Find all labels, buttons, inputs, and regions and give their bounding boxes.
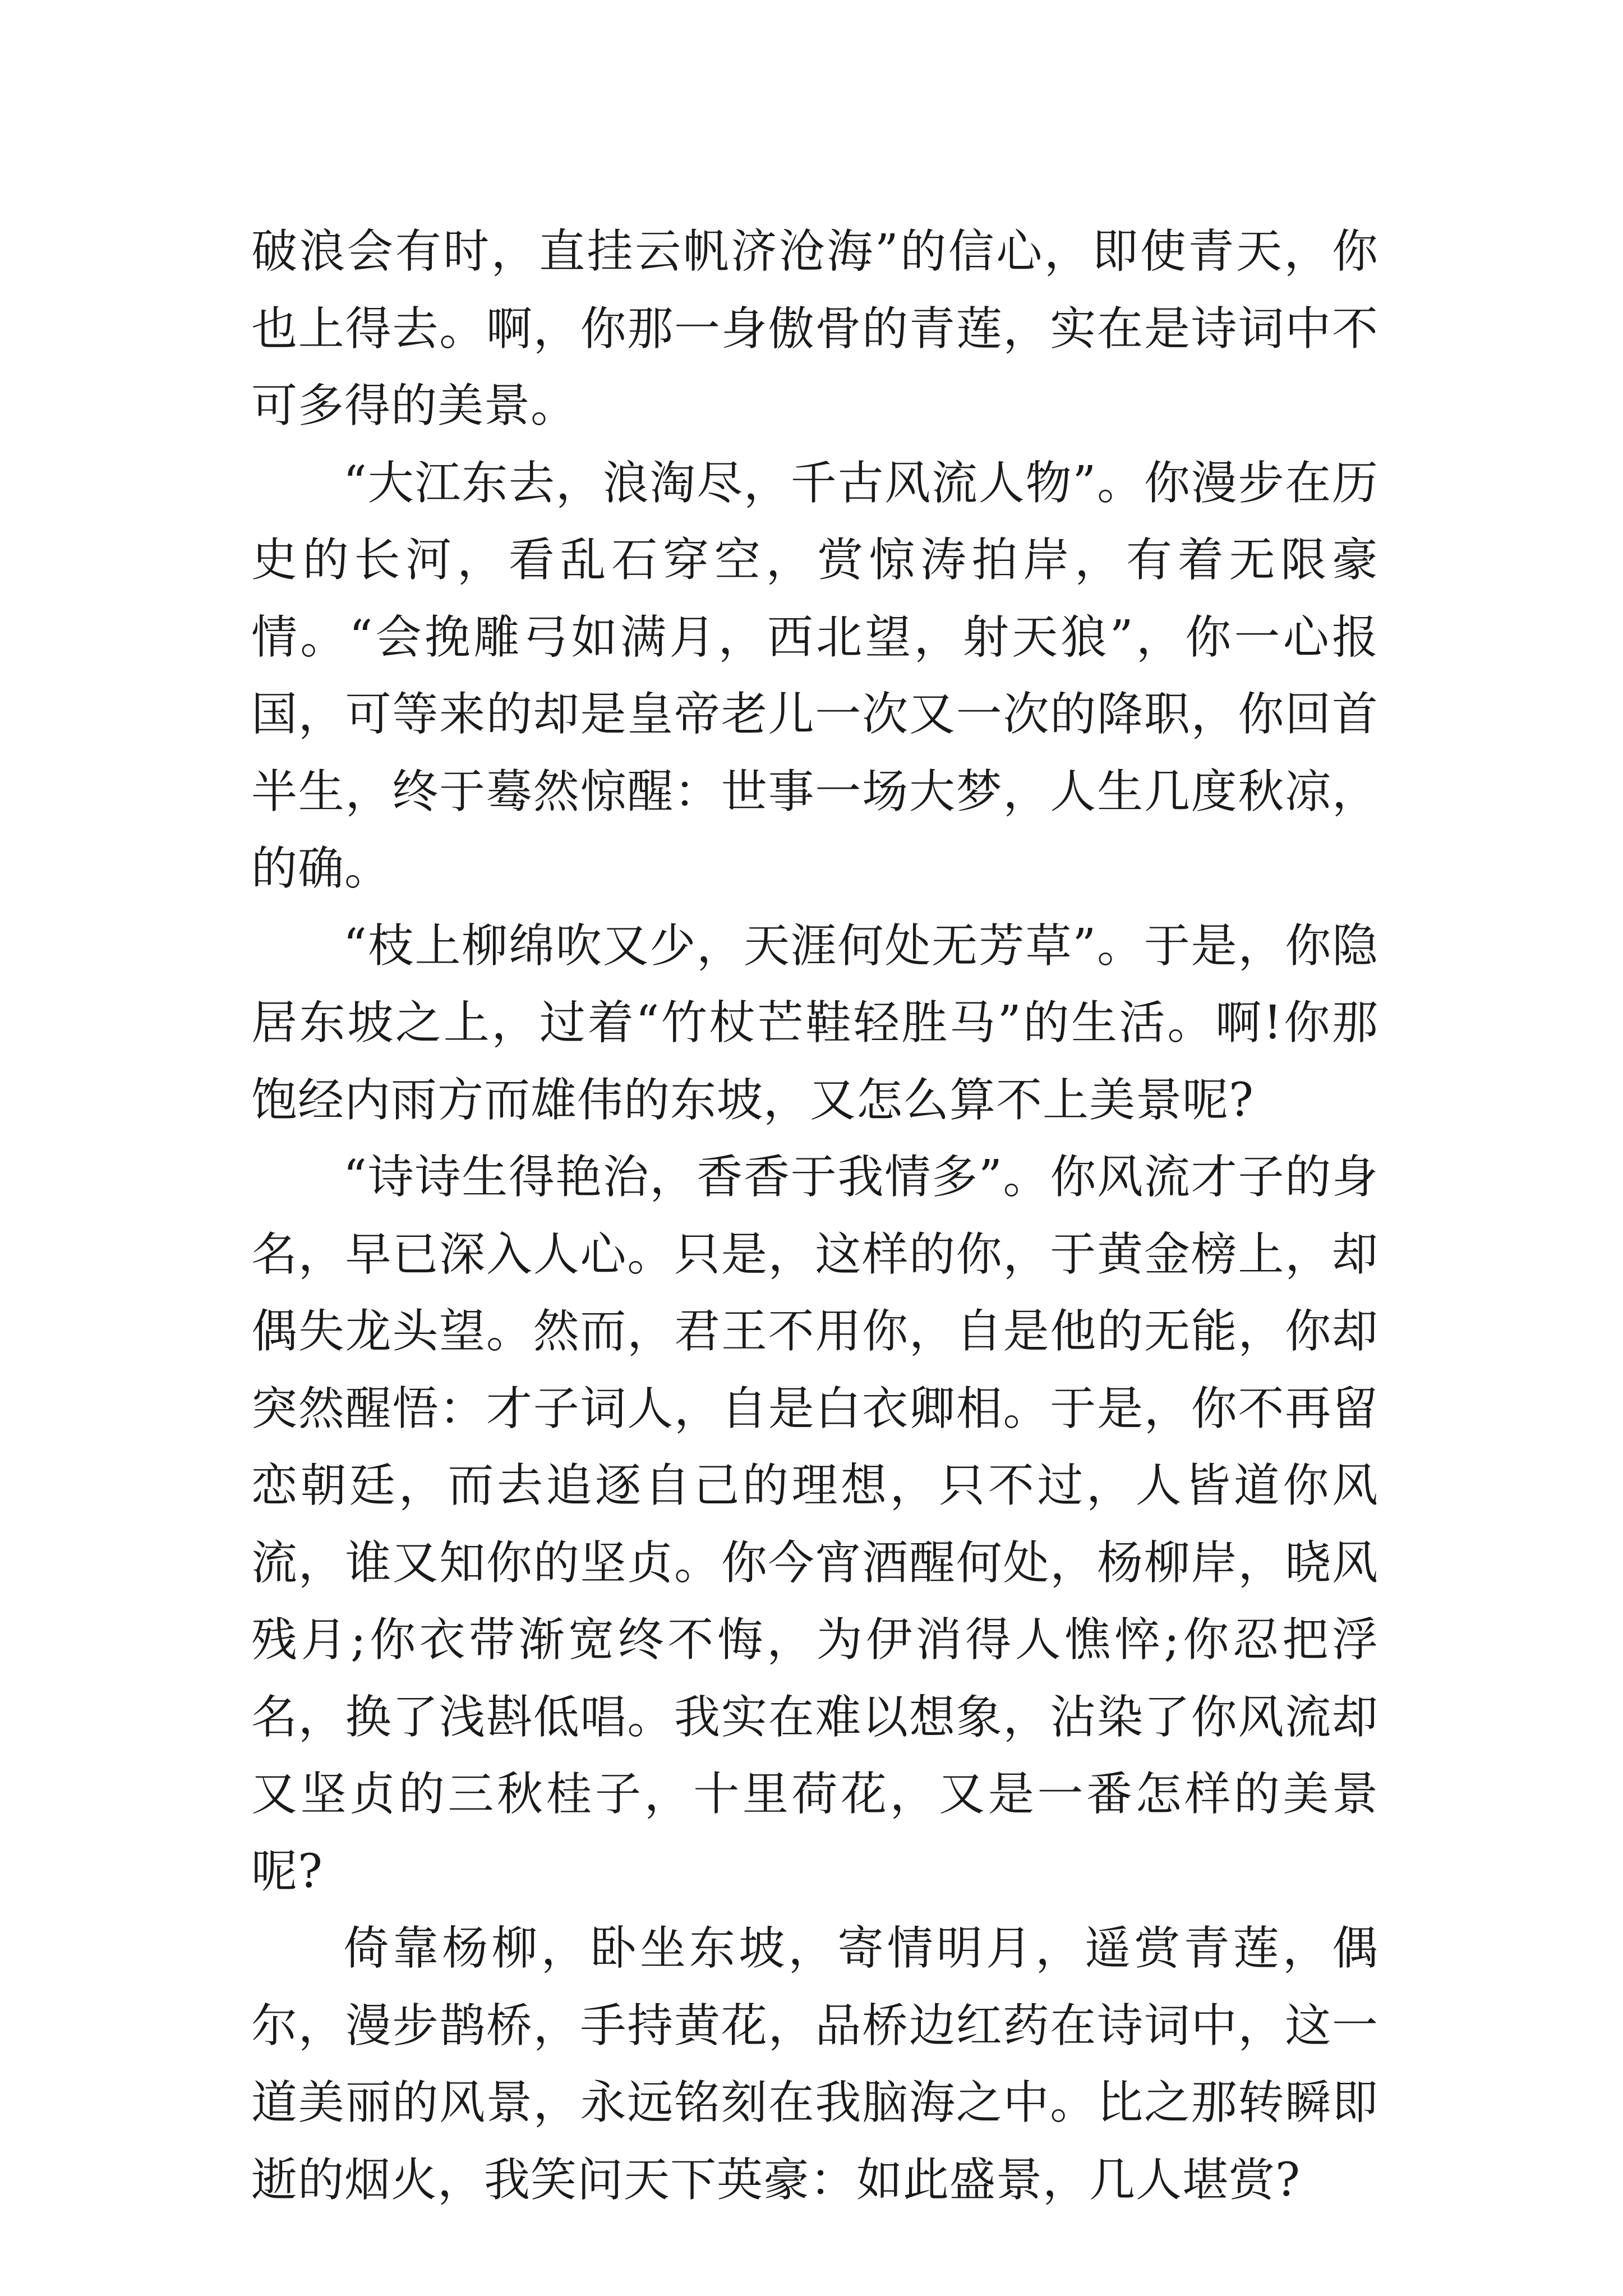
paragraph-2: “大江东去，浪淘尽，千古风流人物”。你漫步在历史的长河，看乱石穿空，赏惊涛拍岸，有着无限豪情。“会挽雕弓如满月，西北望，射天狼”，你一心报国，可等来的却是皇帝老儿一次又一次的降职，你回首半生，终于蓦然惊醒：世事一场大梦，人生几度秋凉，的确。: [251, 456, 1378, 895]
paragraph-4: “诗诗生得艳治，香香于我情多”。你风流才子的身名，早已深入人心。只是，这样的你，于黄金榜上，却偶失龙头望。然而，君王不用你，自是他的无能，你却突然醒悟：才子词人，自是白衣卿相。于是，你不再留恋朝廷，而去追逐自己的理想，只不过，人皆道你风流，谁又知你的坚贞。你今宵酒醒何处，杨柳岸，晓风残月;你衣带渐宽终不悔，为伊消得人憔悴;你忍把浮名，换了浅斟低唱。我实在难以想象，沾染了你风流却又坚贞的三秋桂子，十里荷花，又是一番怎样的美景呢?: [251, 1151, 1378, 1898]
paragraph-1: 破浪会有时，直挂云帆济沧海”的信心，即使青天，你也上得去。啊，你那一身傲骨的青莲，实在是诗词中不可多得的美景。: [251, 225, 1378, 432]
essay-body: [251, 213, 1378, 2219]
paragraph-3: “枝上柳绵吹又少，天涯何处无芳草”。于是，你隐居东坡之上，过着“竹杖芒鞋轻胜马”的生活。啊!你那饱经内雨方而雄伟的东坡，又怎么算不上美景呢?: [251, 919, 1378, 1127]
paragraph-5: 倚靠杨柳，卧坐东坡，寄情明月，遥赏青莲，偶尔，漫步鹊桥，手持黄花，品桥边红药在诗词中，这一道美丽的风景，永远铭刻在我脑海之中。比之那转瞬即逝的烟火，我笑问天下英豪：如此盛景，几人堪赏?: [251, 1922, 1378, 2207]
